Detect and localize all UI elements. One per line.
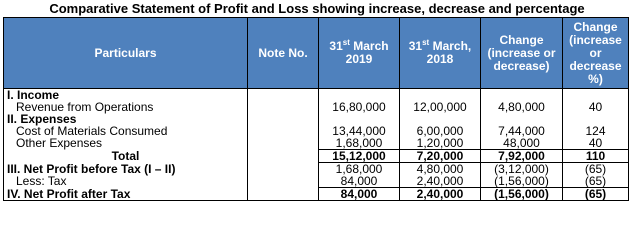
change-header: Change (increase or decrease) [481,18,563,89]
value-2019: 1,68,000 [319,137,400,150]
value-2018: 2,40,000 [400,175,481,188]
value-2019: 1,68,000 [319,163,400,176]
row-label: Other Expenses [4,137,248,150]
table-row-net-profit [4,188,629,201]
change-percent-header: Change (increase or decrease %) [563,18,629,89]
row-label: III. Net Profit before Tax (I – II) [4,163,248,176]
value-percent: 124 [563,125,629,137]
value-2019: 84,000 [319,175,400,188]
row-label: IV. Net Profit after Tax [4,188,248,201]
value-2018: 1,20,000 [400,137,481,150]
value-change: 4,80,000 [481,101,563,113]
value-2018: 12,00,000 [400,101,481,113]
value-percent: 110 [563,150,629,163]
note-no-header: Note No. [248,18,319,89]
row-label: II. Expenses [4,113,248,125]
year-2018-header: 31st March, 2018 [400,18,481,89]
table-row [4,137,629,150]
value-2018: 2,40,000 [400,188,481,201]
row-label: Revenue from Operations [4,101,248,113]
particulars-header: Particulars [4,18,248,89]
header-row [4,18,629,89]
value-2018: 6,00,000 [400,125,481,137]
value-percent: 40 [563,137,629,150]
value-change: 7,44,000 [481,125,563,137]
value-percent: 40 [563,101,629,113]
year-2019-header: 31st March 2019 [319,18,400,89]
value-percent: (65) [563,175,629,188]
value-change: (1,56,000) [481,188,563,201]
value-2018: 4,80,000 [400,163,481,176]
row-label: Total [4,150,248,163]
comparative-statement-table [3,17,629,201]
value-change: (3,12,000) [481,163,563,176]
value-change: 7,92,000 [481,150,563,163]
statement-title: Comparative Statement of Profit and Loss showing increase, decrease and percentage [49,1,585,16]
table-row-total [4,150,629,163]
value-percent: (65) [563,188,629,201]
row-label: Less: Tax [4,175,248,188]
value-2018: 7,20,000 [400,150,481,163]
row-label: I. Income [4,89,248,102]
value-2019: 15,12,000 [319,150,400,163]
table-row [4,175,629,188]
value-2019: 16,80,000 [319,101,400,113]
value-percent: (65) [563,163,629,176]
row-label: Cost of Materials Consumed [4,125,248,137]
value-2019: 84,000 [319,188,400,201]
value-change: (1,56,000) [481,175,563,188]
value-2019: 13,44,000 [319,125,400,137]
table-row [4,101,629,113]
value-change: 48,000 [481,137,563,150]
